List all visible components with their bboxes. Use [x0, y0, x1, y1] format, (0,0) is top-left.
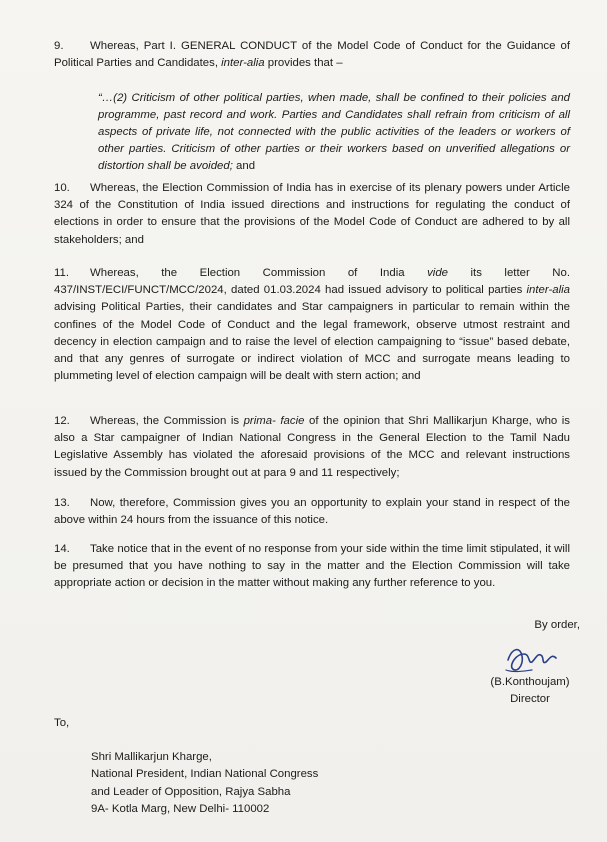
addressee-line: 9A- Kotla Marg, New Delhi- 110002	[91, 803, 270, 816]
paragraph-number: 11.	[54, 267, 69, 279]
paragraph-12: 12. Whereas, the Commission is prima- facie of the opinion that Shri Mallikarjun Kharge, who is also a Star campaigner of Indian National Congress in the General Election to the Tamil Nadu Legislative Assembly has violated the aforesaid provisions of the MCC and relevant instructions issued by the Commission brought out at para 9 and 11 respectively;	[54, 415, 570, 479]
paragraph-14: 14. Take notice that in the event of no response from your side within the time limit stipulated, it will be presumed that you have nothing to say in the matter and the Election Commission will take appropriate action or decision in the matter without making any further reference to you.	[54, 543, 570, 590]
paragraph-9: 9. Whereas, Part I. GENERAL CONDUCT of the Model Code of Conduct for the Guidance of Political Parties and Candidates, inter-alia provides that –	[54, 40, 570, 70]
addressee-line: Shri Mallikarjun Kharge,	[91, 751, 212, 763]
quoted-clause: “…(2) Criticism of other political parties, when made, shall be confined to their policies and programme, past record and work. Parties and Candidates shall refrain from criticism of all aspects of private life, not connected with the public activities of the leaders or workers of other parties. Criticism of other parties or their workers based on unverified allegations or distortion shall be avoided; and	[98, 92, 570, 172]
paragraph-number: 13.	[54, 497, 70, 509]
paragraph-number: 9.	[54, 40, 64, 52]
paragraph-11: 11. Whereas, the Election Commission of India vide its letter No. 437/INST/ECI/FUNCT/MCC/2024, dated 01.03.2024 had issued advisory to political parties inter-alia advising Political Parties, their candidates and Star campaigners in particular to remain within the confines of the Model Code of Conduct and the legal framework, observe utmost restraint and decency in election campaign and to raise the level of election campaigning to “issue” based debate, and that any genres of surrogate or indirect violation of MCC and surrogate means leading to plummeting level of election campaign will be dealt with stern action; and	[54, 267, 571, 383]
signature-image	[502, 640, 562, 678]
addressee-block	[91, 749, 318, 819]
by-order-label: By order,	[534, 619, 580, 631]
signatory-designation: Director	[510, 693, 550, 705]
signatory-name: (B.Konthoujam)	[490, 676, 570, 688]
paragraph-10: 10. Whereas, the Election Commission of India has in exercise of its plenary powers under Article 324 of the Constitution of India issued directions and instructions for regulating the conduct of elections in order to ensure that the provisions of the Model Code of Conduct are adhered to by all stakeholders; and	[54, 182, 570, 246]
addressee-to: To,	[54, 717, 70, 729]
paragraph-number: 10.	[54, 182, 70, 194]
paragraph-13: 13. Now, therefore, Commission gives you an opportunity to explain your stand in respect of the above within 24 hours from the issuance of this notice.	[54, 497, 570, 527]
addressee-line: National President, Indian National Congress	[91, 768, 319, 781]
addressee-line: and Leader of Opposition, Rajya Sabha	[91, 785, 291, 798]
paragraph-number: 14.	[54, 543, 70, 555]
paragraph-number: 12.	[54, 415, 70, 427]
